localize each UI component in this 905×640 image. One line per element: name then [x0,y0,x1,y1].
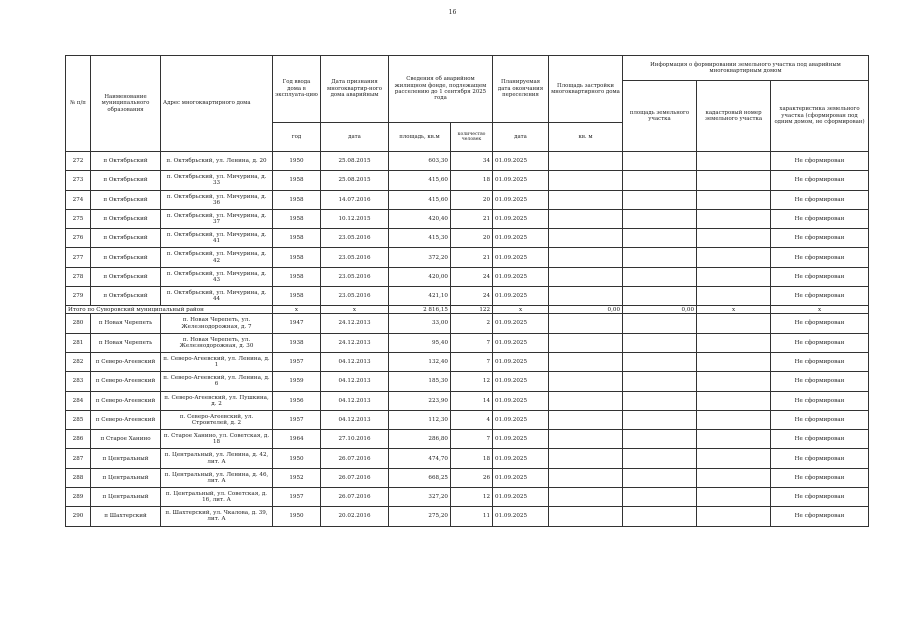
row-number: 282 [66,352,91,371]
emergency-date-cell: 26.07.2016 [321,449,389,468]
building-area-cell [549,190,623,209]
land-area-cell [623,248,697,267]
area-cell: 95,40 [389,333,451,352]
area-cell: 372,20 [389,248,451,267]
municipality-cell: п Северо-Агеевский [91,410,161,429]
table-row [66,248,869,267]
municipality-cell: п Октябрьский [91,171,161,190]
municipality-cell: п Центральный [91,488,161,507]
cadastral-cell [697,507,771,526]
land-status-cell: Не сформирован [771,209,869,228]
total-land-area: 0,00 [623,306,697,314]
land-status-cell: Не сформирован [771,171,869,190]
municipality-cell: п Северо-Агеевский [91,352,161,371]
emergency-date-cell: 10.12.2015 [321,209,389,228]
address-cell: п. Старое Ханино, ул. Советская, д. 18 [161,430,273,449]
building-area-cell [549,449,623,468]
year-cell: 1964 [273,430,321,449]
total-status: х [771,306,869,314]
cadastral-cell [697,430,771,449]
people-cell: 24 [451,267,493,286]
address-cell: п. Октябрьский, ул. Мичурина, д. 33 [161,171,273,190]
municipality-cell: п Шахтерский [91,507,161,526]
total-date: х [321,306,389,314]
row-number: 283 [66,372,91,391]
people-cell: 18 [451,449,493,468]
cadastral-cell [697,267,771,286]
land-status-cell: Не сформирован [771,410,869,429]
people-cell: 24 [451,287,493,306]
land-status-cell: Не сформирован [771,430,869,449]
building-area-cell [549,209,623,228]
land-status-cell: Не сформирован [771,333,869,352]
total-label: Итого по Суворовский муниципальный район [66,306,273,314]
land-area-cell [623,507,697,526]
area-cell: 112,30 [389,410,451,429]
cadastral-cell [697,391,771,410]
table-row [66,152,869,171]
land-status-cell: Не сформирован [771,248,869,267]
address-cell: п. Новая Черепеть, ул. Железнодорожная, д. 30 [161,333,273,352]
building-area-cell [549,488,623,507]
row-number: 275 [66,209,91,228]
people-cell: 2 [451,314,493,333]
planned-date-cell: 01.09.2025 [493,488,549,507]
municipality-cell: п Новая Черепеть [91,333,161,352]
year-cell: 1950 [273,449,321,468]
cadastral-cell [697,171,771,190]
total-cadastral: х [697,306,771,314]
year-cell: 1958 [273,229,321,248]
land-status-cell: Не сформирован [771,287,869,306]
address-cell: п. Октябрьский, ул. Мичурина, д. 43 [161,267,273,286]
municipality-cell: п Октябрьский [91,229,161,248]
cadastral-cell [697,229,771,248]
year-cell: 1958 [273,190,321,209]
emergency-date-cell: 26.07.2016 [321,468,389,487]
year-cell: 1956 [273,391,321,410]
emergency-date-cell: 24.12.2013 [321,314,389,333]
row-number: 272 [66,152,91,171]
cadastral-cell [697,410,771,429]
page-number: 16 [448,9,457,16]
land-area-cell [623,229,697,248]
people-cell: 7 [451,352,493,371]
land-status-cell: Не сформирован [771,190,869,209]
total-year: х [273,306,321,314]
people-cell: 14 [451,391,493,410]
year-cell: 1952 [273,468,321,487]
cadastral-cell [697,333,771,352]
people-cell: 20 [451,229,493,248]
year-cell: 1958 [273,267,321,286]
area-cell: 603,30 [389,152,451,171]
year-cell: 1957 [273,488,321,507]
address-cell: п. Октябрьский, ул. Ленина, д. 20 [161,152,273,171]
address-cell: п. Новая Черепеть, ул. Железнодорожная, д. 7 [161,314,273,333]
row-number: 278 [66,267,91,286]
year-cell: 1957 [273,410,321,429]
people-cell: 26 [451,468,493,487]
table-header [66,56,869,152]
total-people: 122 [451,306,493,314]
table-row [66,209,869,228]
row-number: 290 [66,507,91,526]
row-number: 273 [66,171,91,190]
header-cadastral: кадастровый номер земельного участка [697,81,771,152]
planned-date-cell: 01.09.2025 [493,391,549,410]
land-area-cell [623,171,697,190]
table-row [66,352,869,371]
land-status-cell: Не сформирован [771,352,869,371]
total-row [66,306,869,314]
land-area-cell [623,410,697,429]
land-status-cell: Не сформирован [771,229,869,248]
emergency-date-cell: 04.12.2013 [321,410,389,429]
land-status-cell: Не сформирован [771,507,869,526]
planned-date-cell: 01.09.2025 [493,248,549,267]
building-area-cell [549,248,623,267]
cadastral-cell [697,314,771,333]
header-municipality: Наименование муниципального образования [91,56,161,152]
area-cell: 33,00 [389,314,451,333]
total-group [66,306,869,314]
land-status-cell: Не сформирован [771,391,869,410]
municipality-cell: п Октябрьский [91,248,161,267]
table-row [66,391,869,410]
building-area-cell [549,372,623,391]
year-cell: 1947 [273,314,321,333]
people-cell: 21 [451,248,493,267]
row-number: 287 [66,449,91,468]
cadastral-cell [697,190,771,209]
land-area-cell [623,391,697,410]
people-cell: 4 [451,410,493,429]
year-cell: 1959 [273,372,321,391]
land-area-cell [623,333,697,352]
planned-date-cell: 01.09.2025 [493,190,549,209]
header-emergency-date: Дата признания многоквартир-ного дома аварийным [321,56,389,123]
cadastral-cell [697,468,771,487]
unit-building-area: кв. м [549,123,623,152]
table-row [66,190,869,209]
row-number: 276 [66,229,91,248]
header-land-char: характеристика земельного участка (сформирован под одним домом, не сформирован) [771,81,869,152]
planned-date-cell: 01.09.2025 [493,152,549,171]
table-row [66,488,869,507]
building-area-cell [549,287,623,306]
address-cell: п. Шахтерский, ул. Чкалова, д. 39, лит. А [161,507,273,526]
people-cell: 11 [451,507,493,526]
municipality-cell: п Октябрьский [91,209,161,228]
building-area-cell [549,391,623,410]
land-area-cell [623,152,697,171]
planned-date-cell: 01.09.2025 [493,352,549,371]
row-number: 286 [66,430,91,449]
address-cell: п. Центральный, ул. Советская, д. 16, лит. А [161,488,273,507]
people-cell: 12 [451,488,493,507]
cadastral-cell [697,449,771,468]
area-cell: 275,20 [389,507,451,526]
people-cell: 7 [451,333,493,352]
emergency-date-cell: 20.02.2016 [321,507,389,526]
row-number: 280 [66,314,91,333]
unit-people: количество человек [451,123,493,152]
municipality-cell: п Новая Черепеть [91,314,161,333]
total-area: 2 816,15 [389,306,451,314]
unit-date: дата [321,123,389,152]
building-area-cell [549,430,623,449]
area-cell: 420,00 [389,267,451,286]
municipality-cell: п Октябрьский [91,152,161,171]
municipality-cell: п Октябрьский [91,287,161,306]
row-number: 284 [66,391,91,410]
building-area-cell [549,507,623,526]
land-status-cell: Не сформирован [771,372,869,391]
building-area-cell [549,352,623,371]
table-row [66,333,869,352]
planned-date-cell: 01.09.2025 [493,267,549,286]
land-area-cell [623,287,697,306]
year-cell: 1958 [273,171,321,190]
building-area-cell [549,314,623,333]
table-row [66,229,869,248]
area-cell: 286,80 [389,430,451,449]
table-row [66,314,869,333]
table-row [66,430,869,449]
header-building-area: Площадь застройки многоквартирного дома [549,56,623,123]
year-cell: 1958 [273,248,321,267]
planned-date-cell: 01.09.2025 [493,314,549,333]
people-cell: 20 [451,190,493,209]
land-area-cell [623,449,697,468]
row-number: 277 [66,248,91,267]
people-cell: 34 [451,152,493,171]
address-cell: п. Северо-Агеевский, ул. Пушкина, д. 2 [161,391,273,410]
area-cell: 415,60 [389,171,451,190]
planned-date-cell: 01.09.2025 [493,372,549,391]
land-area-cell [623,488,697,507]
year-cell: 1958 [273,209,321,228]
header-planned-date: Планируемая дата окончания переселения [493,56,549,123]
header-address: Адрес многоквартирного дома [161,56,273,152]
address-cell: п. Октябрьский, ул. Мичурина, д. 41 [161,229,273,248]
unit-area: площадь, кв.м [389,123,451,152]
address-cell: п. Октябрьский, ул. Мичурина, д. 36 [161,190,273,209]
table-row [66,507,869,526]
people-cell: 12 [451,372,493,391]
land-area-cell [623,352,697,371]
emergency-date-cell: 23.05.2016 [321,248,389,267]
emergency-date-cell: 27.10.2016 [321,430,389,449]
building-area-cell [549,229,623,248]
cadastral-cell [697,248,771,267]
emergency-date-cell: 14.07.2016 [321,190,389,209]
planned-date-cell: 01.09.2025 [493,507,549,526]
resettlement-table [65,55,869,527]
table-row [66,267,869,286]
building-area-cell [549,468,623,487]
rows-group-b [66,314,869,526]
table-row [66,449,869,468]
emergency-date-cell: 23.05.2016 [321,287,389,306]
address-cell: п. Центральный, ул. Ленина, д. 42, лит. А [161,449,273,468]
header-housing-info: Сведения об аварийном жилищном фонде, подлежащем расселению до 1 сентября 2025 года [389,56,493,123]
row-number: 274 [66,190,91,209]
emergency-date-cell: 04.12.2013 [321,372,389,391]
emergency-date-cell: 24.12.2013 [321,333,389,352]
area-cell: 415,60 [389,190,451,209]
emergency-date-cell: 23.05.2016 [321,267,389,286]
emergency-date-cell: 04.12.2013 [321,391,389,410]
area-cell: 415,30 [389,229,451,248]
cadastral-cell [697,372,771,391]
land-area-cell [623,314,697,333]
people-cell: 21 [451,209,493,228]
row-number: 288 [66,468,91,487]
row-number: 289 [66,488,91,507]
planned-date-cell: 01.09.2025 [493,430,549,449]
people-cell: 7 [451,430,493,449]
municipality-cell: п Октябрьский [91,190,161,209]
table-row [66,287,869,306]
row-number: 285 [66,410,91,429]
year-cell: 1950 [273,152,321,171]
land-area-cell [623,372,697,391]
area-cell: 668,25 [389,468,451,487]
people-cell: 18 [451,171,493,190]
area-cell: 132,40 [389,352,451,371]
planned-date-cell: 01.09.2025 [493,449,549,468]
year-cell: 1958 [273,287,321,306]
cadastral-cell [697,287,771,306]
cadastral-cell [697,488,771,507]
area-cell: 421,10 [389,287,451,306]
table-row [66,468,869,487]
land-area-cell [623,209,697,228]
year-cell: 1938 [273,333,321,352]
municipality-cell: п Северо-Агеевский [91,372,161,391]
land-status-cell: Не сформирован [771,152,869,171]
area-cell: 327,20 [389,488,451,507]
municipality-cell: п Центральный [91,449,161,468]
planned-date-cell: 01.09.2025 [493,229,549,248]
address-cell: п. Октябрьский, ул. Мичурина, д. 42 [161,248,273,267]
land-status-cell: Не сформирован [771,468,869,487]
building-area-cell [549,171,623,190]
cadastral-cell [697,352,771,371]
municipality-cell: п Старое Ханино [91,430,161,449]
emergency-date-cell: 25.08.2015 [321,152,389,171]
rows-group-a [66,152,869,306]
planned-date-cell: 01.09.2025 [493,287,549,306]
land-status-cell: Не сформирован [771,488,869,507]
building-area-cell [549,333,623,352]
total-planned: х [493,306,549,314]
land-area-cell [623,468,697,487]
building-area-cell [549,152,623,171]
municipality-cell: п Северо-Агеевский [91,391,161,410]
row-number: 281 [66,333,91,352]
land-status-cell: Не сформирован [771,449,869,468]
header-land-area: площадь земельного участка [623,81,697,152]
unit-year: год [273,123,321,152]
address-cell: п. Северо-Агеевский, ул. Строителей, д. 2 [161,410,273,429]
municipality-cell: п Центральный [91,468,161,487]
land-status-cell: Не сформирован [771,267,869,286]
planned-date-cell: 01.09.2025 [493,171,549,190]
row-number: 279 [66,287,91,306]
emergency-date-cell: 25.08.2015 [321,171,389,190]
emergency-date-cell: 23.05.2016 [321,229,389,248]
land-status-cell: Не сформирован [771,314,869,333]
emergency-date-cell: 04.12.2013 [321,352,389,371]
planned-date-cell: 01.09.2025 [493,209,549,228]
emergency-date-cell: 26.07.2016 [321,488,389,507]
cadastral-cell [697,209,771,228]
area-cell: 223,90 [389,391,451,410]
municipality-cell: п Октябрьский [91,267,161,286]
land-area-cell [623,267,697,286]
planned-date-cell: 01.09.2025 [493,410,549,429]
area-cell: 474,70 [389,449,451,468]
area-cell: 185,30 [389,372,451,391]
cadastral-cell [697,152,771,171]
year-cell: 1950 [273,507,321,526]
total-building-area: 0,00 [549,306,623,314]
land-area-cell [623,190,697,209]
planned-date-cell: 01.09.2025 [493,468,549,487]
planned-date-cell: 01.09.2025 [493,333,549,352]
building-area-cell [549,267,623,286]
table-row [66,171,869,190]
header-num: № п/п [66,56,91,152]
address-cell: п. Октябрьский, ул. Мичурина, д. 37 [161,209,273,228]
address-cell: п. Центральный, ул. Ленина, д. 46, лит. А [161,468,273,487]
table-row [66,372,869,391]
address-cell: п. Северо-Агеевский, ул. Ленина, д. 1 [161,352,273,371]
year-cell: 1957 [273,352,321,371]
land-area-cell [623,430,697,449]
header-year-built: Год ввода дома в эксплуата-цию [273,56,321,123]
table-row [66,410,869,429]
area-cell: 420,40 [389,209,451,228]
header-land-info: Информация о формировании земельного участка под аварийным многоквартирным домом [623,56,869,81]
unit-planned-date: дата [493,123,549,152]
address-cell: п. Северо-Агеевский, ул. Ленина, д. 6 [161,372,273,391]
address-cell: п. Октябрьский, ул. Мичурина, д. 44 [161,287,273,306]
building-area-cell [549,410,623,429]
